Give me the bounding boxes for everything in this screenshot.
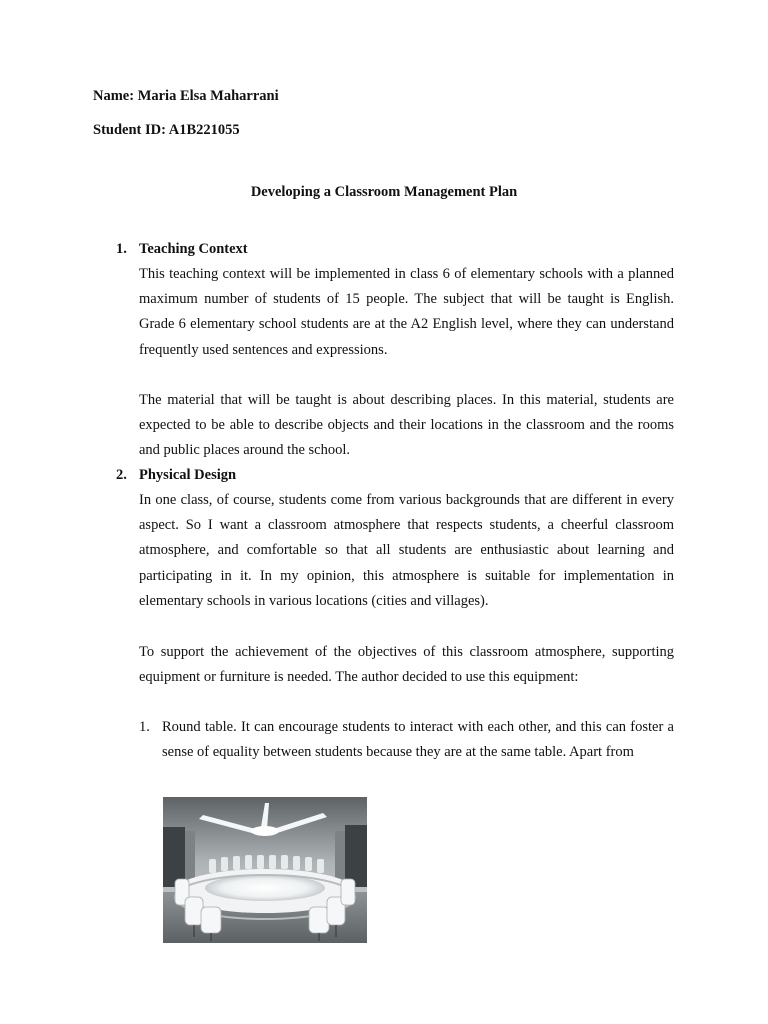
paragraph: The material that will be taught is about describing places. In this material, students are expected to be able to describe objects and their locations in the classroom and the rooms and public places around the school. — [139, 392, 674, 459]
student-id: Student ID: A1B221055 — [93, 122, 240, 138]
section-number: 1. — [116, 241, 127, 257]
section-heading-physical-design — [116, 467, 236, 484]
list-item-text: Round table. It can encourage students to interact with each other, and this can foster a sense of equality between students because they are at the same table. Apart from — [162, 719, 674, 761]
paragraph: In one class, of course, students come from various backgrounds that are different in every aspect. So I want a classroom atmosphere that respects students, a cheerful classroom atmosphere, and comfortable so that all students are enthusiastic about learning and participating in it. In my opinion, this atmosphere is suitable for implementation in elementary schools in various locations (cities and villages). — [139, 492, 674, 609]
section-title: Physical Design — [139, 467, 237, 483]
round-table-illustration — [163, 797, 367, 943]
document-title: Developing a Classroom Management Plan — [250, 184, 518, 200]
round-table-photo — [163, 797, 367, 943]
paragraph: To support the achievement of the objectives of this classroom atmosphere, supporting equipment or furniture is needed. The author decided to use this equipment: — [139, 644, 674, 686]
paragraph: This teaching context will be implemented in class 6 of elementary schools with a planned maximum number of students of 15 people. The subject that will be taught is English. Grade 6 elementary school students are at the A2 English level, where they can understand frequently used sentences and expressions. — [139, 266, 674, 358]
list-item-number: 1. — [139, 719, 150, 735]
list-item — [139, 715, 674, 765]
section-heading-teaching-context — [116, 241, 248, 258]
section-number: 2. — [116, 467, 127, 483]
section-title: Teaching Context — [139, 241, 248, 257]
student-name: Name: Maria Elsa Maharrani — [93, 88, 279, 104]
